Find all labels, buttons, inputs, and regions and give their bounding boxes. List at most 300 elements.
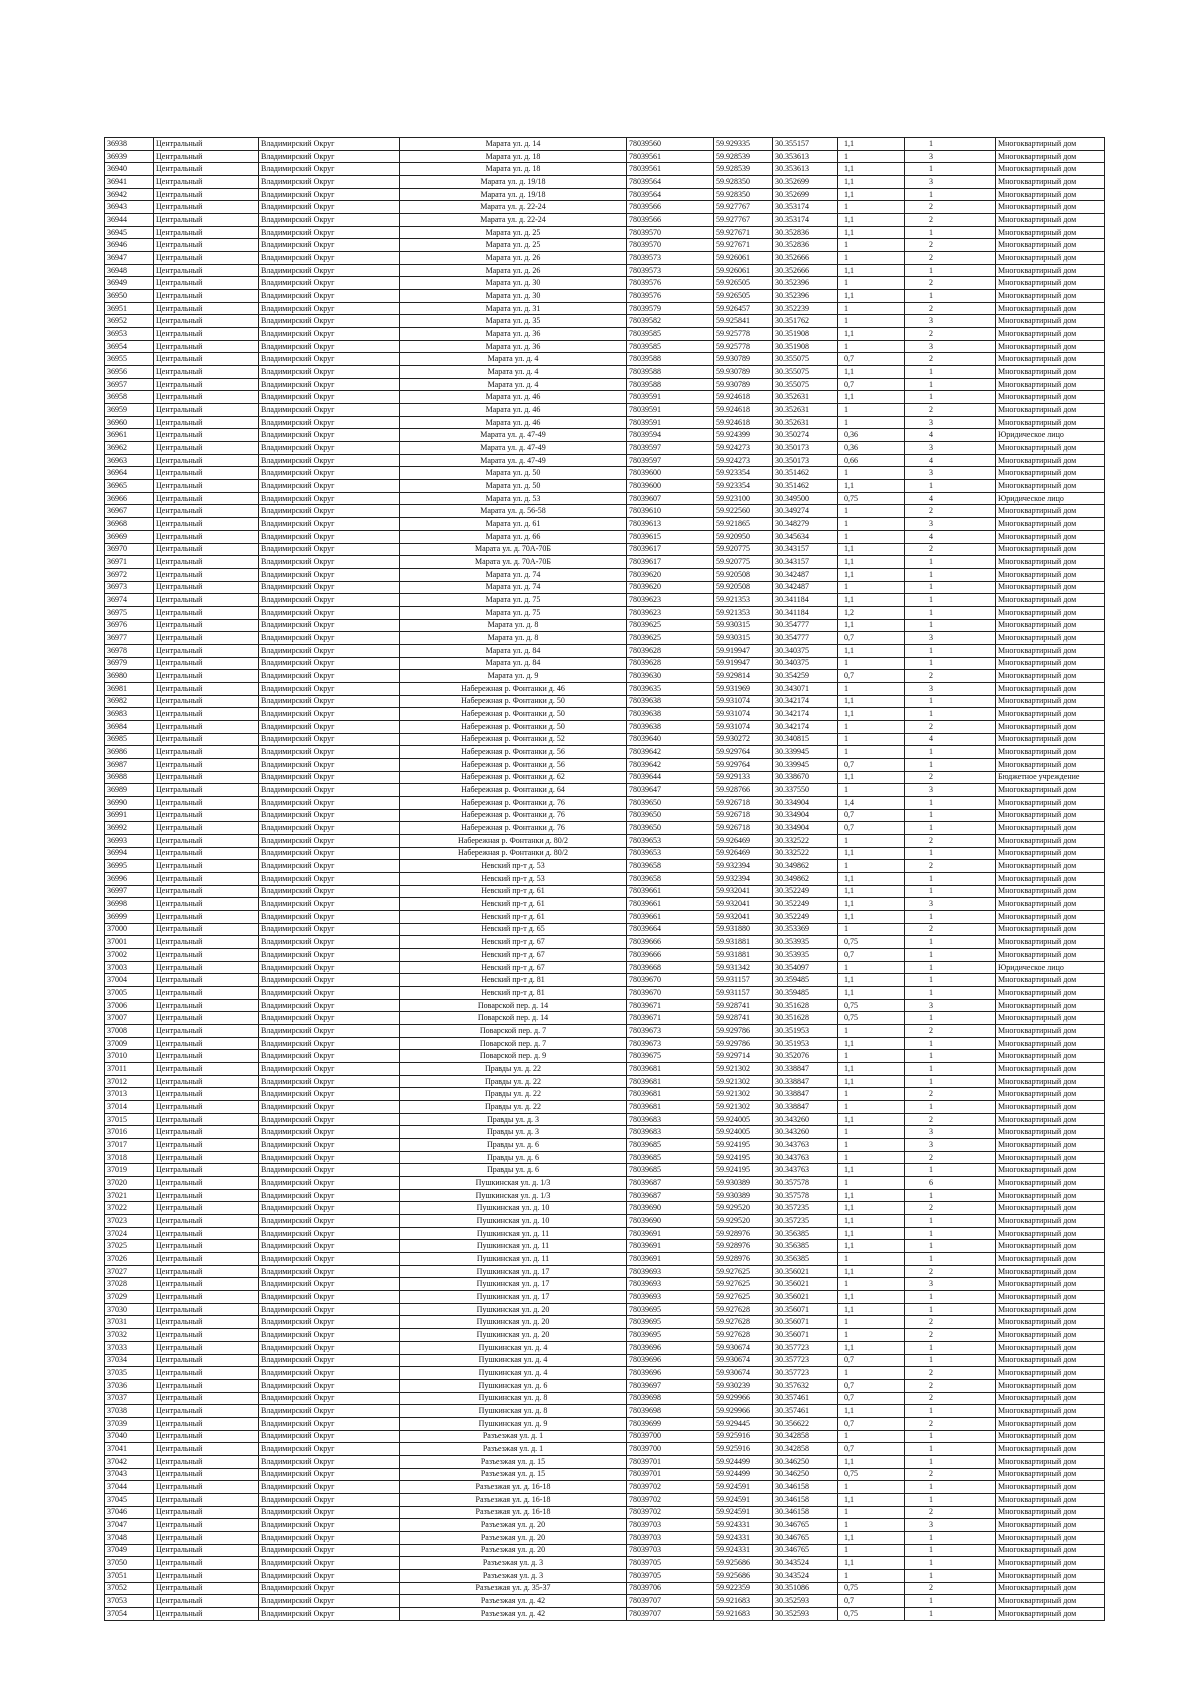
- cell-coefficient: 0,75: [838, 999, 905, 1012]
- cell-district: Центральный: [154, 138, 259, 151]
- table-row: [105, 822, 1105, 835]
- cell-category: 2: [905, 1316, 996, 1329]
- cell-district: Центральный: [154, 1329, 259, 1342]
- cell-coefficient: 1: [838, 1278, 905, 1291]
- cell-coefficient: 1,1: [838, 1075, 905, 1088]
- cell-district: Центральный: [154, 391, 259, 404]
- cell-row-id: 37030: [105, 1303, 154, 1316]
- cell-district: Центральный: [154, 1367, 259, 1380]
- cell-address: Марата ул. д. 35: [400, 315, 627, 328]
- cell-longitude: 30.352666: [773, 252, 838, 265]
- cell-address: Набережная р. Фонтанки д. 50: [400, 695, 627, 708]
- cell-latitude: 59.924005: [714, 1113, 773, 1126]
- cell-municipal-okrug: Владимирский Округ: [259, 1227, 400, 1240]
- cell-district: Центральный: [154, 606, 259, 619]
- cell-category: 1: [905, 1455, 996, 1468]
- cell-latitude: 59.919947: [714, 644, 773, 657]
- table-row: [105, 1265, 1105, 1278]
- cell-category: 1: [905, 644, 996, 657]
- cell-district: Центральный: [154, 1126, 259, 1139]
- cell-district: Центральный: [154, 796, 259, 809]
- cell-object-type: Многоквартирный дом: [996, 1037, 1105, 1050]
- cell-coefficient: 1: [838, 923, 905, 936]
- cell-fias-code: 78039697: [627, 1379, 714, 1392]
- cell-latitude: 59.930272: [714, 733, 773, 746]
- cell-district: Центральный: [154, 568, 259, 581]
- cell-row-id: 36955: [105, 353, 154, 366]
- cell-category: 3: [905, 632, 996, 645]
- cell-coefficient: 0,75: [838, 492, 905, 505]
- cell-row-id: 37003: [105, 961, 154, 974]
- cell-fias-code: 78039597: [627, 454, 714, 467]
- cell-latitude: 59.924399: [714, 429, 773, 442]
- cell-district: Центральный: [154, 315, 259, 328]
- cell-coefficient: 1: [838, 746, 905, 759]
- cell-category: 1: [905, 1531, 996, 1544]
- cell-latitude: 59.924618: [714, 391, 773, 404]
- cell-fias-code: 78039691: [627, 1227, 714, 1240]
- cell-fias-code: 78039675: [627, 1050, 714, 1063]
- cell-district: Центральный: [154, 1557, 259, 1570]
- cell-coefficient: 1: [838, 302, 905, 315]
- cell-longitude: 30.349862: [773, 872, 838, 885]
- cell-latitude: 59.931157: [714, 974, 773, 987]
- cell-fias-code: 78039698: [627, 1405, 714, 1418]
- cell-district: Центральный: [154, 746, 259, 759]
- cell-row-id: 36939: [105, 150, 154, 163]
- cell-object-type: Многоквартирный дом: [996, 1012, 1105, 1025]
- cell-coefficient: 1,1: [838, 771, 905, 784]
- cell-municipal-okrug: Владимирский Округ: [259, 581, 400, 594]
- cell-latitude: 59.922359: [714, 1582, 773, 1595]
- cell-row-id: 36970: [105, 543, 154, 556]
- cell-latitude: 59.930389: [714, 1177, 773, 1190]
- cell-longitude: 30.351086: [773, 1582, 838, 1595]
- table-row: [105, 632, 1105, 645]
- cell-district: Центральный: [154, 1265, 259, 1278]
- table-row: [105, 1379, 1105, 1392]
- cell-address: Разъезжая ул. д. 20: [400, 1519, 627, 1532]
- cell-longitude: 30.342174: [773, 695, 838, 708]
- cell-category: 1: [905, 619, 996, 632]
- cell-row-id: 36983: [105, 708, 154, 721]
- cell-category: 1: [905, 1405, 996, 1418]
- cell-address: Набережная р. Фонтанки д. 76: [400, 822, 627, 835]
- cell-row-id: 37021: [105, 1189, 154, 1202]
- cell-latitude: 59.925778: [714, 340, 773, 353]
- cell-municipal-okrug: Владимирский Округ: [259, 695, 400, 708]
- table-row: [105, 1227, 1105, 1240]
- table-row: [105, 1405, 1105, 1418]
- cell-longitude: 30.342487: [773, 581, 838, 594]
- cell-row-id: 37033: [105, 1341, 154, 1354]
- cell-municipal-okrug: Владимирский Округ: [259, 1189, 400, 1202]
- table-row: [105, 315, 1105, 328]
- table-row: [105, 1088, 1105, 1101]
- cell-coefficient: 0,7: [838, 1379, 905, 1392]
- table-row: [105, 1329, 1105, 1342]
- cell-category: 4: [905, 429, 996, 442]
- cell-fias-code: 78039642: [627, 746, 714, 759]
- cell-object-type: Многоквартирный дом: [996, 1417, 1105, 1430]
- cell-coefficient: 1: [838, 1430, 905, 1443]
- cell-longitude: 30.352631: [773, 391, 838, 404]
- cell-category: 1: [905, 758, 996, 771]
- cell-municipal-okrug: Владимирский Округ: [259, 239, 400, 252]
- table-row: [105, 1012, 1105, 1025]
- cell-longitude: 30.342174: [773, 720, 838, 733]
- cell-coefficient: 1: [838, 315, 905, 328]
- cell-district: Центральный: [154, 378, 259, 391]
- cell-object-type: Многоквартирный дом: [996, 1392, 1105, 1405]
- cell-district: Центральный: [154, 1012, 259, 1025]
- cell-coefficient: 1,1: [838, 176, 905, 189]
- cell-address: Марата ул. д. 22-24: [400, 201, 627, 214]
- cell-category: 1: [905, 1544, 996, 1557]
- cell-district: Центральный: [154, 1227, 259, 1240]
- cell-district: Центральный: [154, 1430, 259, 1443]
- cell-coefficient: 1,1: [838, 1405, 905, 1418]
- cell-fias-code: 78039699: [627, 1417, 714, 1430]
- cell-municipal-okrug: Владимирский Округ: [259, 1202, 400, 1215]
- cell-category: 3: [905, 150, 996, 163]
- cell-object-type: Многоквартирный дом: [996, 1468, 1105, 1481]
- cell-municipal-okrug: Владимирский Округ: [259, 1126, 400, 1139]
- cell-category: 2: [905, 1151, 996, 1164]
- cell-coefficient: 1: [838, 1151, 905, 1164]
- cell-object-type: Многоквартирный дом: [996, 974, 1105, 987]
- cell-fias-code: 78039696: [627, 1341, 714, 1354]
- cell-category: 1: [905, 1189, 996, 1202]
- table-row: [105, 1481, 1105, 1494]
- cell-district: Центральный: [154, 252, 259, 265]
- cell-row-id: 36967: [105, 505, 154, 518]
- cell-object-type: Многоквартирный дом: [996, 1240, 1105, 1253]
- cell-longitude: 30.356622: [773, 1417, 838, 1430]
- cell-latitude: 59.931074: [714, 720, 773, 733]
- cell-municipal-okrug: Владимирский Округ: [259, 1037, 400, 1050]
- cell-address: Разъезжая ул. д. 1: [400, 1430, 627, 1443]
- cell-address: Невский пр-т д. 67: [400, 961, 627, 974]
- cell-category: 1: [905, 657, 996, 670]
- cell-row-id: 37016: [105, 1126, 154, 1139]
- cell-coefficient: 1,1: [838, 1037, 905, 1050]
- cell-latitude: 59.927671: [714, 226, 773, 239]
- cell-latitude: 59.929335: [714, 138, 773, 151]
- cell-address: Разъезжая ул. д. 15: [400, 1468, 627, 1481]
- cell-address: Поварской пер. д. 14: [400, 1012, 627, 1025]
- cell-longitude: 30.342174: [773, 708, 838, 721]
- cell-category: 1: [905, 746, 996, 759]
- cell-municipal-okrug: Владимирский Округ: [259, 1595, 400, 1608]
- cell-latitude: 59.927625: [714, 1291, 773, 1304]
- cell-category: 1: [905, 885, 996, 898]
- cell-address: Пушкинская ул. д. 20: [400, 1329, 627, 1342]
- cell-category: 1: [905, 366, 996, 379]
- cell-latitude: 59.920508: [714, 568, 773, 581]
- cell-coefficient: 1: [838, 1177, 905, 1190]
- table-row: [105, 657, 1105, 670]
- table-row: [105, 454, 1105, 467]
- cell-category: 1: [905, 936, 996, 949]
- cell-district: Центральный: [154, 682, 259, 695]
- table-row: [105, 1240, 1105, 1253]
- cell-fias-code: 78039706: [627, 1582, 714, 1595]
- cell-row-id: 37001: [105, 936, 154, 949]
- cell-coefficient: 0,75: [838, 1582, 905, 1595]
- cell-latitude: 59.928976: [714, 1227, 773, 1240]
- cell-row-id: 36946: [105, 239, 154, 252]
- cell-latitude: 59.931969: [714, 682, 773, 695]
- cell-municipal-okrug: Владимирский Округ: [259, 1557, 400, 1570]
- cell-district: Центральный: [154, 1050, 259, 1063]
- cell-category: 4: [905, 492, 996, 505]
- cell-object-type: Многоквартирный дом: [996, 1050, 1105, 1063]
- cell-latitude: 59.924591: [714, 1506, 773, 1519]
- cell-object-type: Многоквартирный дом: [996, 1202, 1105, 1215]
- cell-address: Марата ул. д. 46: [400, 404, 627, 417]
- cell-longitude: 30.353613: [773, 150, 838, 163]
- cell-municipal-okrug: Владимирский Округ: [259, 556, 400, 569]
- cell-latitude: 59.926469: [714, 834, 773, 847]
- cell-coefficient: 1,1: [838, 1455, 905, 1468]
- cell-row-id: 37005: [105, 987, 154, 1000]
- cell-row-id: 36974: [105, 594, 154, 607]
- cell-fias-code: 78039681: [627, 1101, 714, 1114]
- cell-fias-code: 78039582: [627, 315, 714, 328]
- cell-municipal-okrug: Владимирский Округ: [259, 568, 400, 581]
- cell-row-id: 36979: [105, 657, 154, 670]
- cell-object-type: Многоквартирный дом: [996, 302, 1105, 315]
- cell-address: Пушкинская ул. д. 20: [400, 1303, 627, 1316]
- cell-category: 2: [905, 923, 996, 936]
- cell-district: Центральный: [154, 1063, 259, 1076]
- cell-fias-code: 78039591: [627, 391, 714, 404]
- cell-address: Пушкинская ул. д. 8: [400, 1392, 627, 1405]
- cell-address: Марата ул. д. 4: [400, 353, 627, 366]
- cell-fias-code: 78039570: [627, 239, 714, 252]
- cell-row-id: 37027: [105, 1265, 154, 1278]
- cell-category: 1: [905, 568, 996, 581]
- cell-category: 1: [905, 910, 996, 923]
- cell-municipal-okrug: Владимирский Округ: [259, 1582, 400, 1595]
- cell-coefficient: 1: [838, 277, 905, 290]
- cell-fias-code: 78039681: [627, 1088, 714, 1101]
- cell-coefficient: 0,7: [838, 1595, 905, 1608]
- table-row: [105, 1367, 1105, 1380]
- cell-municipal-okrug: Владимирский Округ: [259, 949, 400, 962]
- cell-coefficient: 1,1: [838, 556, 905, 569]
- table-row: [105, 1101, 1105, 1114]
- cell-longitude: 30.343260: [773, 1126, 838, 1139]
- cell-object-type: Многоквартирный дом: [996, 619, 1105, 632]
- cell-latitude: 59.927767: [714, 201, 773, 214]
- cell-longitude: 30.346765: [773, 1519, 838, 1532]
- cell-address: Марата ул. д. 31: [400, 302, 627, 315]
- cell-district: Центральный: [154, 1151, 259, 1164]
- cell-district: Центральный: [154, 670, 259, 683]
- cell-object-type: Многоквартирный дом: [996, 1265, 1105, 1278]
- cell-row-id: 37002: [105, 949, 154, 962]
- cell-coefficient: 1: [838, 201, 905, 214]
- cell-longitude: 30.356071: [773, 1329, 838, 1342]
- cell-object-type: Многоквартирный дом: [996, 949, 1105, 962]
- cell-latitude: 59.928350: [714, 188, 773, 201]
- table-row: [105, 1177, 1105, 1190]
- cell-latitude: 59.930789: [714, 353, 773, 366]
- cell-fias-code: 78039623: [627, 594, 714, 607]
- cell-municipal-okrug: Владимирский Округ: [259, 987, 400, 1000]
- cell-fias-code: 78039644: [627, 771, 714, 784]
- cell-longitude: 30.346765: [773, 1531, 838, 1544]
- cell-category: 1: [905, 1557, 996, 1570]
- cell-address: Поварской пер. д. 7: [400, 1037, 627, 1050]
- cell-coefficient: 1,1: [838, 366, 905, 379]
- cell-fias-code: 78039573: [627, 252, 714, 265]
- cell-category: 3: [905, 340, 996, 353]
- cell-fias-code: 78039696: [627, 1354, 714, 1367]
- table-row: [105, 480, 1105, 493]
- cell-longitude: 30.343260: [773, 1113, 838, 1126]
- cell-longitude: 30.357461: [773, 1392, 838, 1405]
- cell-district: Центральный: [154, 150, 259, 163]
- cell-longitude: 30.359485: [773, 987, 838, 1000]
- cell-address: Марата ул. д. 4: [400, 378, 627, 391]
- cell-category: 3: [905, 467, 996, 480]
- cell-latitude: 59.924273: [714, 454, 773, 467]
- cell-coefficient: 1,2: [838, 606, 905, 619]
- cell-category: 1: [905, 1050, 996, 1063]
- cell-district: Центральный: [154, 1405, 259, 1418]
- cell-longitude: 30.359485: [773, 974, 838, 987]
- table-row: [105, 771, 1105, 784]
- cell-address: Правды ул. д. 6: [400, 1164, 627, 1177]
- cell-coefficient: 1,1: [838, 543, 905, 556]
- cell-municipal-okrug: Владимирский Округ: [259, 1215, 400, 1228]
- cell-fias-code: 78039564: [627, 188, 714, 201]
- cell-longitude: 30.357578: [773, 1189, 838, 1202]
- cell-address: Пушкинская ул. д. 4: [400, 1354, 627, 1367]
- cell-longitude: 30.352396: [773, 290, 838, 303]
- cell-category: 1: [905, 556, 996, 569]
- cell-coefficient: 1: [838, 1481, 905, 1494]
- cell-coefficient: 1,1: [838, 1202, 905, 1215]
- cell-longitude: 30.352249: [773, 885, 838, 898]
- cell-object-type: Многоквартирный дом: [996, 1443, 1105, 1456]
- cell-longitude: 30.346158: [773, 1481, 838, 1494]
- cell-latitude: 59.921302: [714, 1063, 773, 1076]
- cell-object-type: Многоквартирный дом: [996, 1582, 1105, 1595]
- table-row: [105, 1392, 1105, 1405]
- cell-row-id: 36957: [105, 378, 154, 391]
- cell-category: 1: [905, 809, 996, 822]
- cell-row-id: 37012: [105, 1075, 154, 1088]
- cell-address: Невский пр-т д. 53: [400, 860, 627, 873]
- cell-coefficient: 0,36: [838, 442, 905, 455]
- cell-category: 1: [905, 1164, 996, 1177]
- cell-object-type: Многоквартирный дом: [996, 733, 1105, 746]
- cell-longitude: 30.357723: [773, 1367, 838, 1380]
- cell-longitude: 30.334904: [773, 822, 838, 835]
- cell-district: Центральный: [154, 708, 259, 721]
- cell-row-id: 36948: [105, 264, 154, 277]
- cell-municipal-okrug: Владимирский Округ: [259, 796, 400, 809]
- cell-municipal-okrug: Владимирский Округ: [259, 1392, 400, 1405]
- cell-district: Центральный: [154, 1253, 259, 1266]
- address-table-body: [105, 138, 1105, 1621]
- cell-object-type: Многоквартирный дом: [996, 1430, 1105, 1443]
- cell-longitude: 30.341184: [773, 594, 838, 607]
- cell-address: Марата ул. д. 75: [400, 606, 627, 619]
- table-row: [105, 1557, 1105, 1570]
- cell-district: Центральный: [154, 949, 259, 962]
- cell-municipal-okrug: Владимирский Округ: [259, 214, 400, 227]
- cell-address: Марата ул. д. 9: [400, 670, 627, 683]
- cell-longitude: 30.352631: [773, 404, 838, 417]
- cell-row-id: 37029: [105, 1291, 154, 1304]
- cell-category: 1: [905, 1101, 996, 1114]
- table-row: [105, 746, 1105, 759]
- cell-latitude: 59.921865: [714, 518, 773, 531]
- cell-row-id: 36992: [105, 822, 154, 835]
- cell-object-type: Многоквартирный дом: [996, 1177, 1105, 1190]
- cell-address: Марата ул. д. 75: [400, 594, 627, 607]
- cell-address: Марата ул. д. 8: [400, 619, 627, 632]
- cell-category: 1: [905, 581, 996, 594]
- cell-address: Марата ул. д. 61: [400, 518, 627, 531]
- cell-row-id: 37004: [105, 974, 154, 987]
- cell-address: Разъезжая ул. д. 3: [400, 1557, 627, 1570]
- cell-fias-code: 78039620: [627, 581, 714, 594]
- cell-district: Центральный: [154, 1531, 259, 1544]
- cell-coefficient: 1,1: [838, 695, 905, 708]
- cell-fias-code: 78039620: [627, 568, 714, 581]
- cell-row-id: 36938: [105, 138, 154, 151]
- cell-fias-code: 78039671: [627, 1012, 714, 1025]
- cell-municipal-okrug: Владимирский Округ: [259, 708, 400, 721]
- table-row: [105, 860, 1105, 873]
- cell-row-id: 37049: [105, 1544, 154, 1557]
- cell-row-id: 36951: [105, 302, 154, 315]
- table-row: [105, 429, 1105, 442]
- cell-longitude: 30.357235: [773, 1202, 838, 1215]
- cell-longitude: 30.338847: [773, 1075, 838, 1088]
- cell-fias-code: 78039685: [627, 1164, 714, 1177]
- cell-longitude: 30.350173: [773, 454, 838, 467]
- table-row: [105, 1417, 1105, 1430]
- cell-longitude: 30.349862: [773, 860, 838, 873]
- cell-latitude: 59.929714: [714, 1050, 773, 1063]
- cell-coefficient: 1: [838, 530, 905, 543]
- cell-coefficient: 1,4: [838, 796, 905, 809]
- cell-address: Марата ул. д. 30: [400, 290, 627, 303]
- cell-municipal-okrug: Владимирский Округ: [259, 353, 400, 366]
- cell-object-type: Многоквартирный дом: [996, 872, 1105, 885]
- cell-district: Центральный: [154, 214, 259, 227]
- cell-fias-code: 78039687: [627, 1177, 714, 1190]
- cell-object-type: Многоквартирный дом: [996, 1278, 1105, 1291]
- cell-fias-code: 78039617: [627, 556, 714, 569]
- cell-category: 2: [905, 1025, 996, 1038]
- cell-address: Пушкинская ул. д. 6: [400, 1379, 627, 1392]
- cell-district: Центральный: [154, 1025, 259, 1038]
- cell-object-type: Многоквартирный дом: [996, 936, 1105, 949]
- cell-object-type: Многоквартирный дом: [996, 163, 1105, 176]
- cell-district: Центральный: [154, 644, 259, 657]
- cell-address: Набережная р. Фонтанки д. 56: [400, 746, 627, 759]
- cell-row-id: 37046: [105, 1506, 154, 1519]
- table-row: [105, 1025, 1105, 1038]
